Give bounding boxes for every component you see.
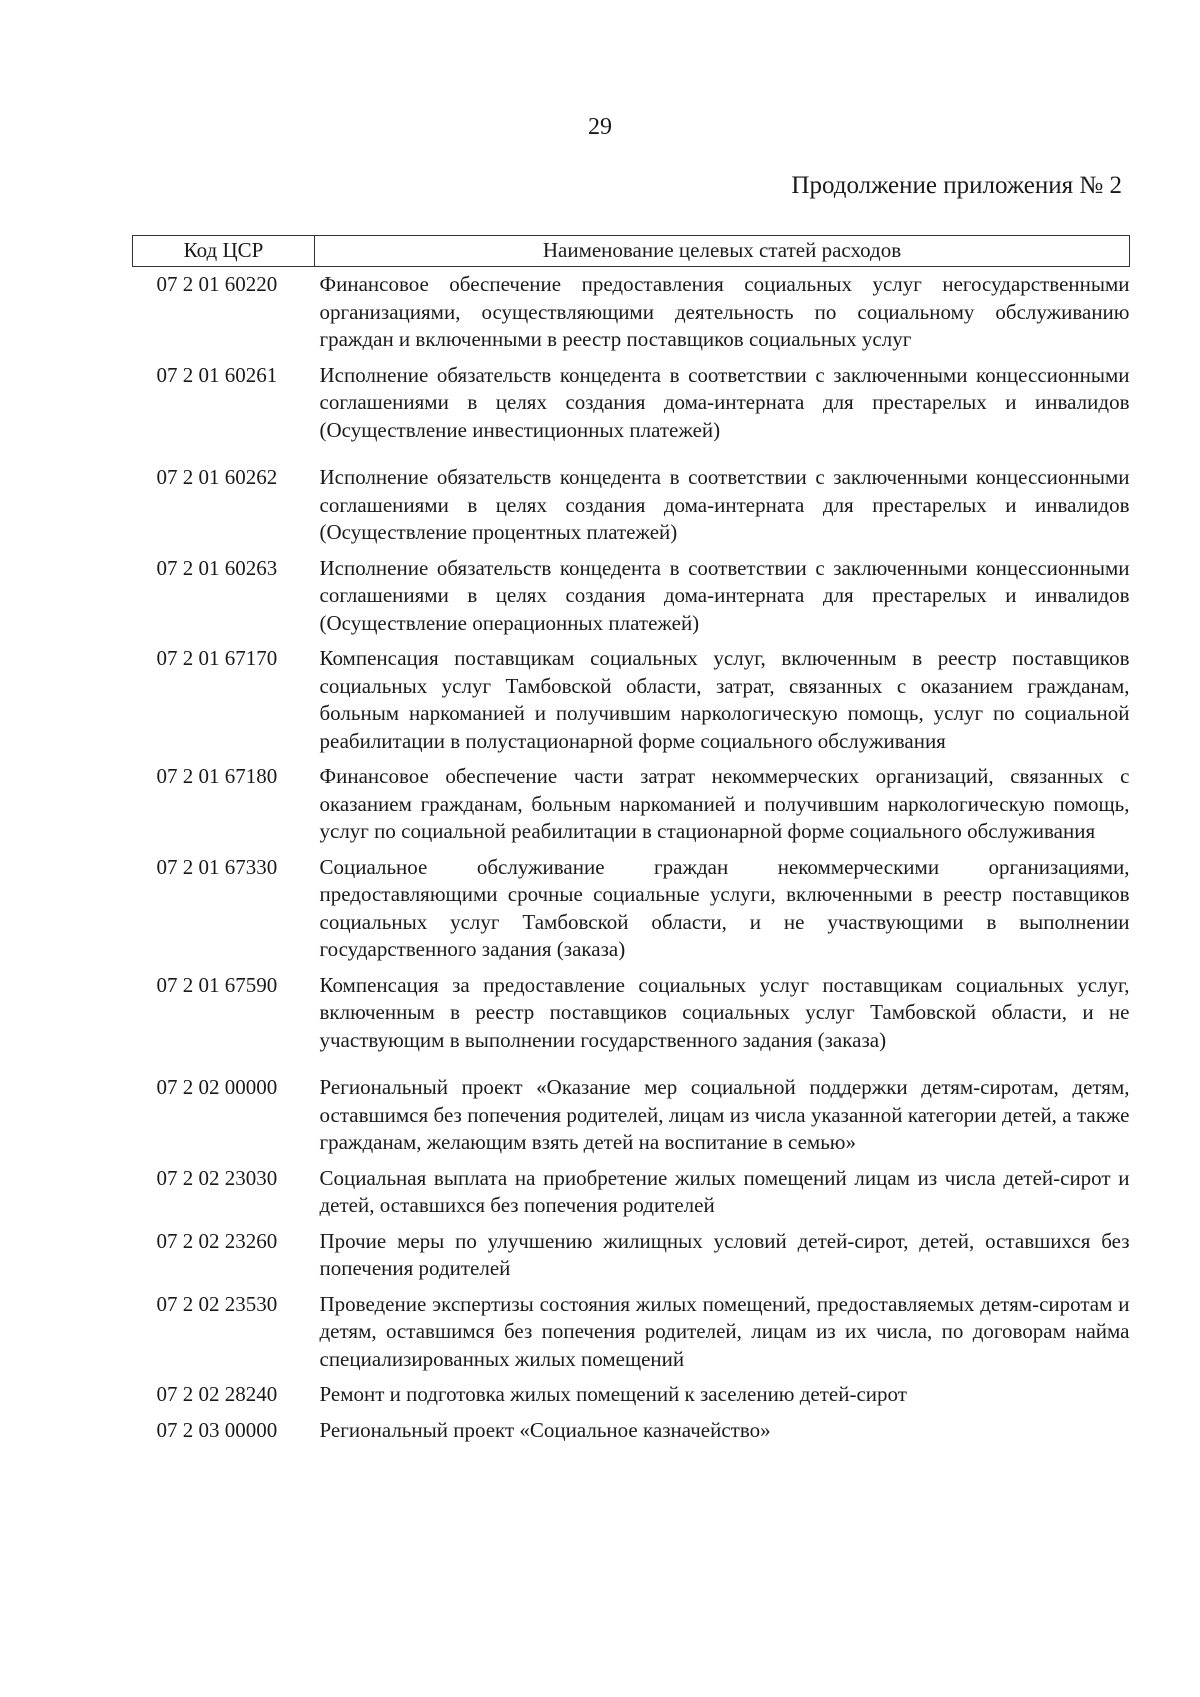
row-name: Региональный проект «Оказание мер социальной поддержки детям-сиротам, детям, оставшимся без попечения родителей, лицам из числа указанной категории детей, а также гражданам, желающим взять детей на воспитание в семью»: [319, 1075, 1130, 1154]
row-code: 07 2 02 23530: [156, 1291, 278, 1316]
table-row: [133, 1054, 1130, 1157]
row-name: Исполнение обязательств концедента в соответствии с заключенными концессионными соглашениями в целях создания дома-интерната для престарелых и инвалидов (Осуществление процентных платежей): [319, 465, 1130, 544]
row-name: Региональный проект «Социальное казначейство»: [319, 1417, 771, 1442]
table-row: [133, 1373, 1130, 1409]
table-row: [133, 354, 1130, 445]
row-code: 07 2 03 00000: [156, 1417, 278, 1442]
table-row: [133, 637, 1130, 755]
header-code: Код ЦСР: [133, 236, 315, 267]
row-name: Компенсация поставщикам социальных услуг, включенным в реестр поставщиков социальных услуг Тамбовской области, затрат, связанных с оказанием гражданам, больным наркоманией и получившим наркологическую помощь, услуг по социальной реабилитации в полустационарной форме социального обслуживания: [319, 646, 1130, 753]
table-row: [133, 755, 1130, 846]
table-row: [133, 1283, 1130, 1374]
table-row: [133, 964, 1130, 1055]
page-number: 29: [588, 114, 612, 140]
table-header-row: [133, 236, 1130, 267]
table-row: [133, 547, 1130, 638]
row-name: Финансовое обеспечение части затрат некоммерческих организаций, связанных с оказанием гражданам, больным наркоманией и получившим наркологическую помощь, услуг по социальной реабилитации в стационарной форме социального обслуживания: [319, 764, 1130, 843]
row-name: Исполнение обязательств концедента в соответствии с заключенными концессионными соглашениями в целях создания дома-интерната для престарелых и инвалидов (Осуществление операционных платежей): [319, 555, 1130, 635]
table-row: [133, 1157, 1130, 1220]
row-code: 07 2 02 00000: [156, 1075, 278, 1099]
row-name: Социальное обслуживание граждан некоммерческими организациями, предоставляющими срочные социальные услуги, включенными в реестр поставщиков социальных услуг Тамбовской области, и не участвующими в выполнении государственного задания (заказа): [319, 854, 1130, 961]
row-code: 07 2 02 23030: [156, 1165, 278, 1190]
row-name: Социальная выплата на приобретение жилых помещений лицам из числа детей-сирот и детей, оставшихся без попечения родителей: [319, 1165, 1130, 1217]
table-row: [133, 444, 1130, 547]
row-code: 07 2 02 23260: [156, 1228, 278, 1253]
row-code: 07 2 02 28240: [156, 1382, 278, 1406]
header-name: Наименование целевых статей расходов: [315, 236, 1130, 267]
table-row: [133, 846, 1130, 964]
row-code: 07 2 01 60262: [156, 465, 278, 489]
row-name: Проведение экспертизы состояния жилых помещений, предоставляемых детям-сиротам и детям, оставшимся без попечения родителей, лицам из их числа, по договорам найма специализированных жилых помещений: [319, 1291, 1130, 1371]
row-code: 07 2 01 60220: [156, 272, 278, 296]
row-code: 07 2 01 60261: [156, 362, 278, 387]
row-name: Компенсация за предоставление социальных услуг поставщикам социальных услуг, включенным в реестр поставщиков социальных услуг Тамбовской области, и не участвующим в выполнении государственного задания (заказа): [319, 972, 1130, 1052]
row-code: 07 2 01 67330: [156, 854, 278, 879]
row-name: Финансовое обеспечение предоставления социальных услуг негосударственными организациями, осуществляющими деятельность по социальному обслуживанию граждан и включенными в реестр поставщиков социальных услуг: [319, 272, 1130, 351]
table-row: [133, 1409, 1130, 1445]
row-code: 07 2 01 60263: [156, 555, 278, 580]
appendix-title: Продолжение приложения № 2: [791, 172, 1122, 199]
row-code: 07 2 01 67590: [156, 972, 278, 997]
expense-items-table: [132, 235, 1130, 1444]
table-row: [133, 1220, 1130, 1283]
row-name: Ремонт и подготовка жилых помещений к заселению детей-сирот: [319, 1382, 907, 1406]
row-name: Прочие меры по улучшению жилищных условий детей-сирот, детей, оставшихся без попечения родителей: [319, 1228, 1130, 1280]
row-code: 07 2 01 67170: [156, 646, 278, 670]
row-code: 07 2 01 67180: [156, 764, 278, 788]
row-name: Исполнение обязательств концедента в соответствии с заключенными концессионными соглашениями в целях создания дома-интерната для престарелых и инвалидов (Осуществление инвестиционных платежей): [319, 362, 1130, 442]
table-row: [133, 267, 1130, 354]
